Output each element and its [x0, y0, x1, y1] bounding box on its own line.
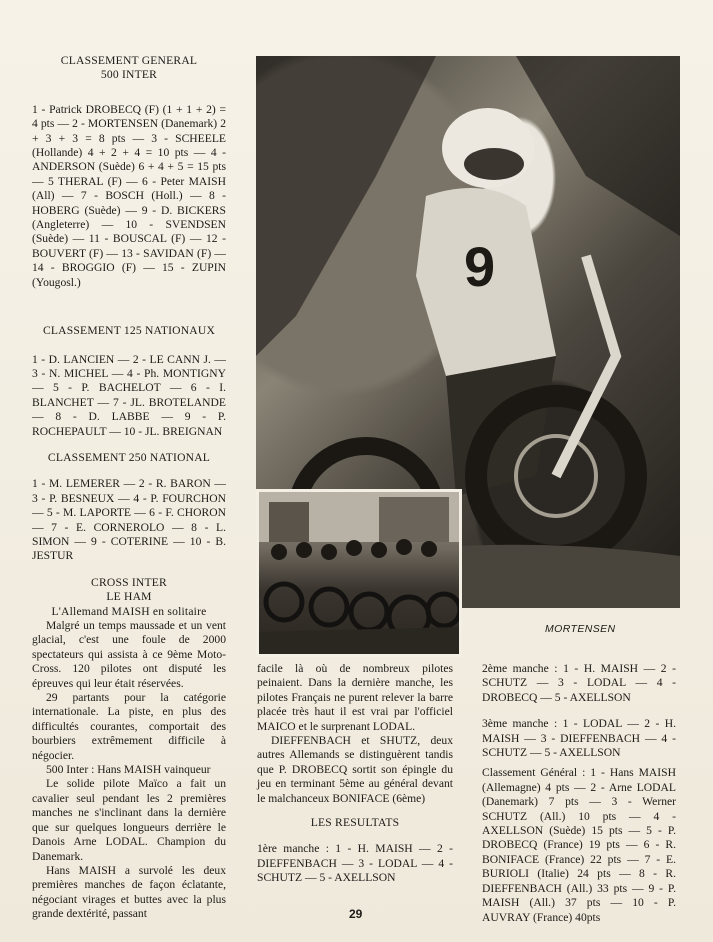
- article-para-5: Hans MAISH a survolé les deux premières manches de façon éclatante, négociant virages et buttes avec la plus grande dextérité, passant: [32, 863, 226, 921]
- article-para-3: 500 Inter : Hans MAISH vainqueur: [46, 763, 211, 777]
- general-subtitle: 500 INTER: [100, 68, 158, 82]
- start-line-photo: [256, 489, 462, 657]
- article-para-2: 29 partants pour la catégorie internationale. La piste, en plus des difficultés courantes, comportait des bourbiers extrêmement difficile à négocier.: [32, 691, 226, 762]
- svg-text:9: 9: [464, 235, 496, 298]
- middle-para-1: facile là où de nombreux pilotes peinaient. Dans la dernière manche, les pilotes Français ne purent relever la barre placée très haut il est vrai par l'officiel MAICO et le surprenant LODAL.: [257, 662, 453, 733]
- general-title: CLASSEMENT GENERAL: [60, 54, 198, 67]
- article-para-4: Le solide pilote Maïco a fait un cavalier seul pendant les 2 premières manches ne s'inclinant dans la dernière que sur quelques longueurs derrière le Danois Arne LODAL. Champion du Danemark.: [32, 777, 226, 863]
- riders-group-illustration: [259, 492, 459, 654]
- class-250-title: CLASSEMENT 250 NATIONAL: [47, 450, 211, 464]
- left-column: [32, 54, 226, 922]
- class-125-title: CLASSEMENT 125 NATIONAUX: [42, 324, 216, 338]
- results-title: LES RESULTATS: [310, 816, 400, 830]
- manche-2-results: 2ème manche : 1 - H. MAISH — 2 - SCHUTZ — 3 - LODAL — 4 - DROBECQ — 5 - AXELLSON: [482, 662, 676, 704]
- page-number: 29: [349, 907, 363, 921]
- cross-subtitle: LE HAM: [106, 590, 152, 604]
- cross-title: CROSS INTER: [91, 575, 167, 589]
- middle-para-2: DIEFFENBACH et SHUTZ, deux autres Allemands se distinguèrent tandis que P. DROBECQ sortit son épingle du jeu en terminant 5ème au général devant le malchanceux BONIFACE (6ème): [257, 734, 453, 805]
- manche-3-results: 3ème manche : 1 - LODAL — 2 - H. MAISH — 3 - DIEFFENBACH — 4 - SCHUTZ — 5 - AXELLSON: [482, 717, 676, 760]
- article-para-1: Malgré un temps maussade et un vent glacial, c'est une foule de 2000 spectateurs qui assista à ce 9ème Moto-Cross. 120 pilotes ont disputé les épreuves qui leur était réservées.: [32, 619, 226, 690]
- general-classification: Classement Général : 1 - Hans MAISH (Allemagne) 4 pts — 2 - Arne LODAL (Danemark) 7 pts — 3 - Werner SCHUTZ (All.) 10 pts — 4 - AXELLSON (Suède) 15 pts — 5 - P. DROBECQ (France) 19 pts — 6 - R. BONIFACE (France) 22 pts — 7 - E. BURIOLI (Italie) 24 pts — 8 - R. DIEFFENBACH (All.) 33 pts — 9 - P. MAISH (All.) 37 pts — 10 - P. AUVRAY (France) 40pts: [482, 766, 676, 924]
- class-250-results: 1 - M. LEMERER — 2 - R. BARON — 3 - P. BESNEUX — 4 - P. FOURCHON — 5 - M. LAPORTE — 6 - F. CHORON — 7 - E. CORNEROLO — 8 - L. SIMON — 9 - COTERINE — 10 - B. JESTUR: [32, 477, 226, 563]
- photo-caption: MORTENSEN: [545, 623, 616, 635]
- class-125-results: 1 - D. LANCIEN — 2 - LE CANN J. — 3 - N. MICHEL — 4 - Ph. MONTIGNY — 5 - P. BACHELOT — 6 - I. BLANCHET — 7 - JL. BROTELANDE — 8 - D. LABBE — 9 - P. ROCHEPAULT — 10 - JL. BREIGNAN: [32, 352, 226, 438]
- manche-1-results: 1ère manche : 1 - H. MAISH — 2 - DIEFFENBACH — 3 - LODAL — 4 - SCHUTZ — 5 - AXELLSON: [257, 842, 453, 885]
- right-column: [482, 662, 676, 925]
- middle-column: [257, 662, 453, 886]
- general-results: 1 - Patrick DROBECQ (F) (1 + 1 + 2) = 4 pts — 2 - MORTENSEN (Danemark) 2 + 3 + 3 = 8 pts — 3 - SCHEELE (Hollande) 4 + 2 + 4 = 10 pts — 4 - ANDERSON (Suède) 6 + 4 + 5 = 15 pts — 5 THERAL (F) — 6 - Peter MAISH (All) — 7 - BOSCH (Holl.) — 8 - HOBERG (Suède) — 9 - D. BICKERS (Angleterre) — 10 - SVENDSEN (Suède) — 11 - BOUSCAL (F) — 12 - BOUVERT (F) — 13 - SAVIDAN (F) — 14 - BROGGIO (F) — 15 - ZUPIN (Yougosl.): [32, 102, 226, 289]
- cross-headline: L'Allemand MAISH en solitaire: [51, 604, 207, 618]
